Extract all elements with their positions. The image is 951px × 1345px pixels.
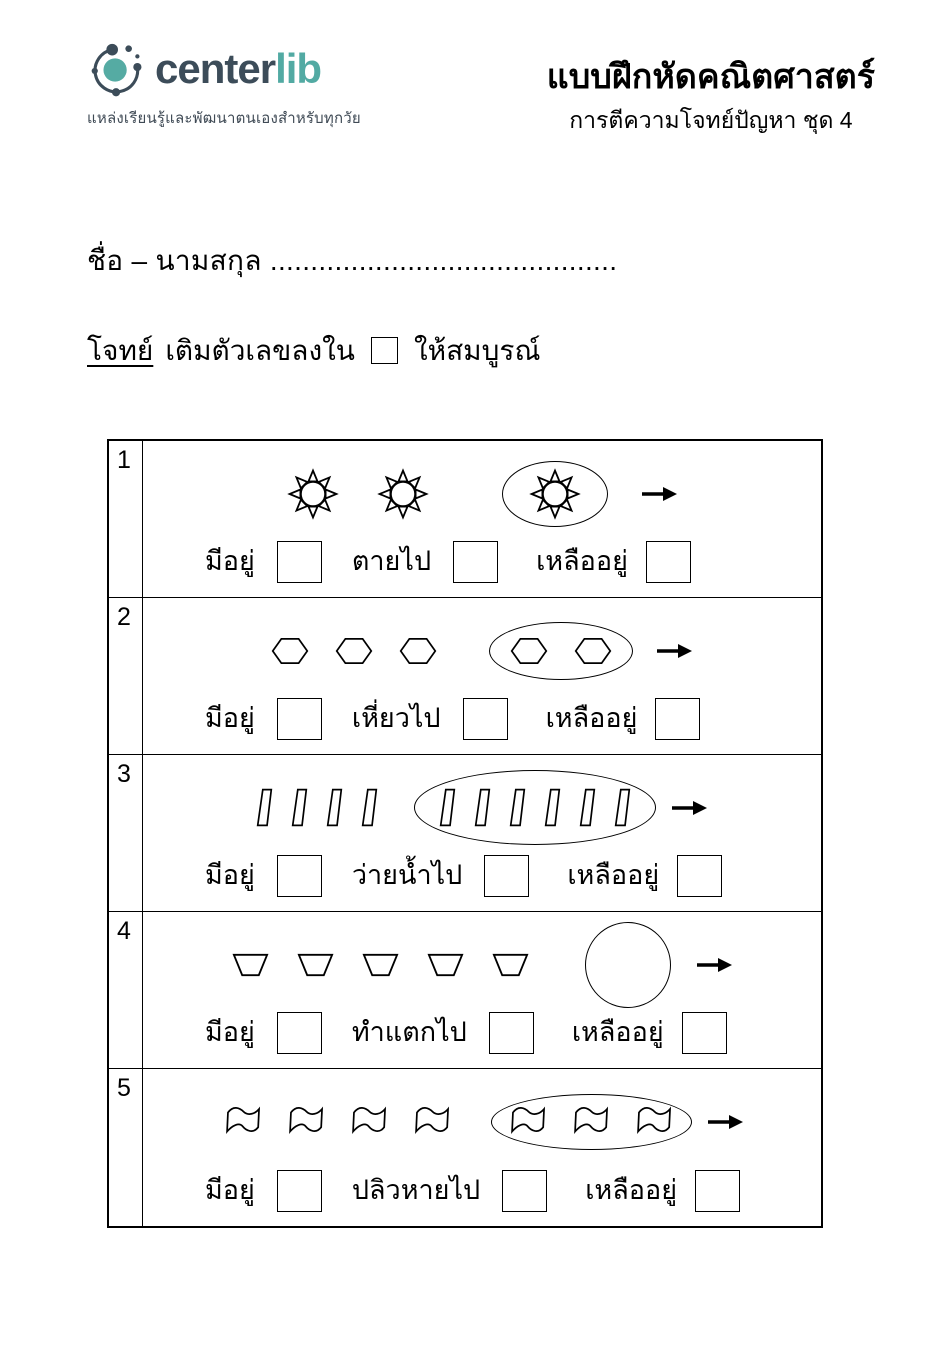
answer-box-have[interactable] [277, 1170, 322, 1212]
label-have: มีอยู่ [205, 860, 255, 890]
name-dotted-blank[interactable]: ........................................... [269, 244, 618, 276]
logo [87, 38, 361, 130]
answer-line [143, 696, 821, 754]
flag-icon [284, 1103, 329, 1141]
row-content [143, 1069, 821, 1226]
label-action: ว่ายน้ำไป [351, 860, 463, 890]
parallelogram-icon [439, 787, 456, 828]
label-have: มีอยู่ [205, 703, 255, 733]
hexagon-icon [335, 637, 373, 665]
parallelogram-icon [614, 787, 631, 828]
label-have: มีอยู่ [205, 1175, 255, 1205]
centerlib-logo-icon [87, 38, 149, 100]
row-content [143, 912, 821, 1068]
title-block [547, 56, 875, 139]
worksheet-row [109, 598, 821, 755]
arrow-icon [697, 957, 733, 973]
instruction-text-before: เติมตัวเลขลงใน [165, 334, 355, 366]
answer-box-action[interactable] [453, 541, 498, 583]
picture-area [143, 912, 821, 1010]
label-action: ปลิวหายไป [351, 1175, 481, 1205]
answer-box-have[interactable] [277, 541, 322, 583]
circled-group-ellipse [414, 770, 656, 845]
circled-group-ellipse [502, 461, 608, 527]
picture-area [143, 598, 821, 696]
instruction-line [87, 329, 881, 373]
answer-box-left[interactable] [695, 1170, 740, 1212]
hexagon-icon [271, 637, 309, 665]
arrow-icon [657, 643, 693, 659]
flag-icon [410, 1103, 455, 1141]
label-action: ตายไป [351, 546, 432, 576]
flag-icon [569, 1103, 614, 1141]
worksheet-row [109, 1069, 821, 1226]
parallelogram-icon [579, 787, 596, 828]
row-content [143, 755, 821, 911]
label-left: เหลืออยู่ [567, 860, 660, 890]
answer-line [143, 853, 821, 911]
label-have: มีอยู่ [205, 546, 255, 576]
instruction-keyword: โจทย์ [87, 334, 154, 366]
arrow-icon [708, 1114, 744, 1130]
empty-circle [585, 922, 671, 1008]
label-action: เหี่ยวไป [351, 703, 441, 733]
parallelogram-icon [361, 787, 378, 828]
arrow-icon [642, 486, 678, 502]
answer-line [143, 1010, 821, 1068]
answer-box-action[interactable] [463, 698, 508, 740]
page-title: แบบฝึกหัดคณิตศาสตร์ [546, 58, 875, 96]
blank-box-icon [371, 337, 398, 364]
page-header [87, 38, 881, 139]
circled-group-ellipse [489, 622, 633, 680]
label-left: เหลืออยู่ [571, 1017, 664, 1047]
parallelogram-icon [256, 787, 273, 828]
label-have: มีอยู่ [205, 1017, 255, 1047]
arrow-icon [672, 800, 708, 816]
picture-area [143, 755, 821, 853]
flag-icon [221, 1103, 266, 1141]
hexagon-icon [510, 637, 548, 665]
answer-box-action[interactable] [502, 1170, 547, 1212]
answer-box-left[interactable] [655, 698, 700, 740]
sun-icon [376, 467, 430, 521]
instruction-text-after: ให้สมบูรณ์ [413, 334, 541, 366]
answer-box-left[interactable] [646, 541, 691, 583]
label-left: เหลืออยู่ [545, 703, 638, 733]
row-number: 3 [109, 755, 143, 911]
label-action: ทำแตกไป [351, 1017, 467, 1047]
worksheet-row [109, 755, 821, 912]
answer-line [143, 539, 821, 597]
picture-area [143, 441, 821, 539]
row-content [143, 441, 821, 597]
parallelogram-icon [509, 787, 526, 828]
label-left: เหลืออยู่ [536, 546, 628, 576]
brand-name: centerlib [155, 45, 322, 92]
circled-group-ellipse [491, 1094, 692, 1150]
answer-box-action[interactable] [489, 1012, 534, 1054]
answer-line [143, 1168, 821, 1226]
flag-icon [632, 1103, 677, 1141]
hexagon-icon [399, 637, 437, 665]
flag-icon [506, 1103, 551, 1141]
answer-box-have[interactable] [277, 1012, 322, 1054]
worksheet-row [109, 912, 821, 1069]
answer-box-left[interactable] [677, 855, 722, 897]
parallelogram-icon [544, 787, 561, 828]
sun-icon [286, 467, 340, 521]
row-number: 5 [109, 1069, 143, 1226]
worksheet-row [109, 441, 821, 598]
trapezoid-icon [427, 953, 464, 977]
answer-box-have[interactable] [277, 855, 322, 897]
name-line [87, 239, 881, 283]
logo-tagline: แหล่งเรียนรู้และพัฒนาตนเองสำหรับทุกวัย [87, 110, 361, 127]
trapezoid-icon [232, 953, 269, 977]
parallelogram-icon [326, 787, 343, 828]
flag-icon [347, 1103, 392, 1141]
trapezoid-icon [362, 953, 399, 977]
parallelogram-icon [291, 787, 308, 828]
label-left: เหลืออยู่ [585, 1175, 678, 1205]
answer-box-left[interactable] [682, 1012, 727, 1054]
trapezoid-icon [492, 953, 529, 977]
row-number: 2 [109, 598, 143, 754]
trapezoid-icon [297, 953, 334, 977]
sun-icon [528, 467, 582, 521]
picture-area [143, 1069, 821, 1168]
row-number: 4 [109, 912, 143, 1068]
answer-box-have[interactable] [277, 698, 322, 740]
row-number: 1 [109, 441, 143, 597]
answer-box-action[interactable] [484, 855, 529, 897]
row-content [143, 598, 821, 754]
worksheet-table [107, 439, 823, 1228]
parallelogram-icon [474, 787, 491, 828]
hexagon-icon [574, 637, 612, 665]
name-label: ชื่อ – นามสกุล [87, 244, 262, 276]
page-subtitle: การตีความโจทย์ปัญหา ชุด 4 [569, 106, 853, 133]
